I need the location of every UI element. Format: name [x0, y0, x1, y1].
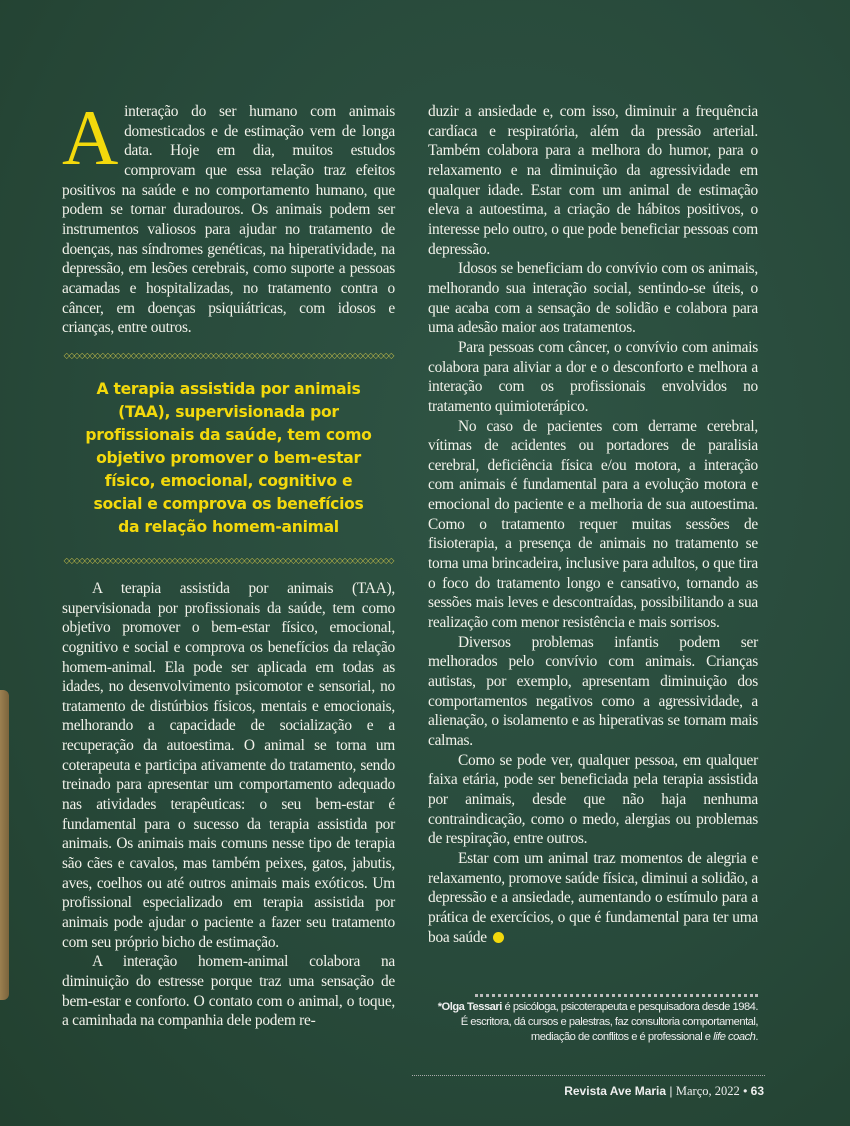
- body-paragraph: No caso de pacientes com derrame cerebral, vítimas de acidentes ou portadores de paralisia cerebral, deficiência física e/ou motora, a interação com animais é fundamental para a evolução motora e emocional do paciente e a melhoria de sua autoestima. Como o tratamento requer muitas sessões de fisioterapia, a presença de animais no tratamento se torna uma brincadeira, inclusive para adultos, o que tira o foco do tratamento longo e cansativo, tornando as sessões mais leves e descontraídas, possibilitando a sua realização com menor resistência e mais sorrisos.: [428, 417, 758, 632]
- footer-bullet: •: [743, 1084, 748, 1098]
- pull-quote: A terapia assistida por animais (TAA), supervisionada por profissionais da saúde, tem como objetivo promover o bem-estar físico, emocional, cognitivo e social e comprova os benefícios da relação homem-animal: [85, 379, 372, 536]
- body-paragraph-final: [428, 849, 758, 947]
- author-end: .: [755, 1031, 758, 1043]
- left-column: [62, 94, 395, 1031]
- author-rule: [475, 994, 758, 998]
- intro-paragraph: [62, 94, 395, 338]
- page-number: 63: [750, 1084, 764, 1098]
- magazine-name: Revista Ave Maria: [564, 1084, 667, 1098]
- page-footer: [564, 1084, 764, 1099]
- intro-text: interação do ser humano com animais domesticados e de estimação vem de longa data. Hoje em dia, muitos estudos comprovam que essa relação traz efeitos positivos na saúde e no comportamento humano, que podem se tornar duradouros. Os animais podem ser instrumentos valiosos para ajudar no tratamento de doenças, nas síndromes genéticas, na hiperatividade, na depressão, em lesões cerebrais, como suporte a pessoas acamadas e hospitalizadas, no tratamento contra o câncer, em doenças psiquiátricas, com idosos e crianças, entre outros.: [62, 103, 395, 337]
- drop-cap: A: [62, 94, 119, 181]
- background-object-edge: [0, 690, 9, 1000]
- divider-top: ◇◇◇◇◇◇◇◇◇◇◇◇◇◇◇◇◇◇◇◇◇◇◇◇◇◇◇◇◇◇◇◇◇◇◇◇◇◇◇◇◇◇◇◇◇◇◇◇◇◇◇◇◇◇◇◇◇◇◇◇◇◇◇◇: [63, 351, 394, 360]
- body-paragraph: A interação homem-animal colabora na diminuição do estresse porque traz uma sensação de bem-estar e conforto. O contato com o animal, o toque, a caminhada na companhia dele podem re-: [62, 953, 395, 1030]
- footer-separator: |: [669, 1084, 673, 1098]
- footer-rule: [412, 1075, 765, 1076]
- body-paragraph: Para pessoas com câncer, o convívio com animais colabora para aliviar a dor e o desconforto e melhora a interação com os profissionais envolvidos no tratamento quimioterápico.: [428, 338, 758, 415]
- body-paragraph: Idosos se beneficiam do convívio com os animais, melhorando sua interação social, sentindo-se úteis, o que acaba com a sensação de solidão e colabora para uma adesão maior aos tratamentos.: [428, 260, 758, 337]
- author-bio: é psicóloga, psicoterapeuta e pesquisadora desde 1984. É escritora, dá cursos e palestras, faz consultoria comportamental, mediação de conflitos e é professional e: [460, 1001, 758, 1043]
- body-paragraph: Como se pode ver, qualquer pessoa, em qualquer faixa etária, pode ser beneficiada pela terapia assistida por animais, desde que não haja nenhuma contraindicação, como o medo, alergias ou problemas de respiração, entre outros.: [428, 751, 758, 848]
- body-paragraph: duzir a ansiedade e, com isso, diminuir a frequência cardíaca e respiratória, além da pressão arterial. Também colabora para a melhora do humor, para o relaxamento e na diminuição da agressividade em qualquer idade. Estar com um animal de estimação eleva a autoestima, a criação de hábitos positivos, o interesse pelo outro, o que pode beneficiar pessoas com depressão.: [428, 103, 758, 258]
- issue-date: Março, 2022: [675, 1084, 740, 1098]
- right-column: [428, 102, 758, 947]
- author-note: [430, 994, 758, 1045]
- author-bio-italic: life coach: [713, 1031, 756, 1043]
- author-name: *Olga Tessari: [437, 1001, 502, 1013]
- body-paragraph: Diversos problemas infantis podem ser melhorados pelo convívio com animais. Crianças autistas, por exemplo, apresentam diminuição dos comportamentos negativos como a agressividade, a alienação, o isolamento e as hiperativas se tornam mais calmas.: [428, 633, 758, 749]
- final-text: Estar com um animal traz momentos de alegria e relaxamento, promove saúde física, diminui a solidão, a depressão e a ansiedade, aumentando o estímulo para a prática de exercícios, o que é fundamental para ter uma boa saúde: [428, 849, 758, 946]
- divider-bottom: ◇◇◇◇◇◇◇◇◇◇◇◇◇◇◇◇◇◇◇◇◇◇◇◇◇◇◇◇◇◇◇◇◇◇◇◇◇◇◇◇◇◇◇◇◇◇◇◇◇◇◇◇◇◇◇◇◇◇◇◇◇◇◇◇: [63, 556, 394, 565]
- body-paragraph: A terapia assistida por animais (TAA), supervisionada por profissionais da saúde, tem como objetivo promover o bem-estar físico, emocional, cognitivo e social e comprova os benefícios da relação homem-animal. Ela pode ser aplicada em todas as idades, no desenvolvimento psicomotor e sensorial, no tratamento de distúrbios físicos, mentais e emocionais, melhorando a capacidade de socialização e a recuperação da autoestima. O animal se torna um coterapeuta e participa ativamente do tratamento, sendo treinado para apresentar um comportamento adequado nas atividades terapêuticas: o seu bem-estar é fundamental para o sucesso da terapia assistida por animais. Os animais mais comuns nesse tipo de terapia são cães e cavalos, mas também peixes, gatos, jabutis, aves, coelhos ou até outros animais mais exóticos. Um profissional especializado em terapia assistida por animais pode ajudar o paciente a fazer seu tratamento com seu próprio bicho de estimação.: [62, 579, 395, 951]
- end-mark-dot-icon: [493, 932, 504, 943]
